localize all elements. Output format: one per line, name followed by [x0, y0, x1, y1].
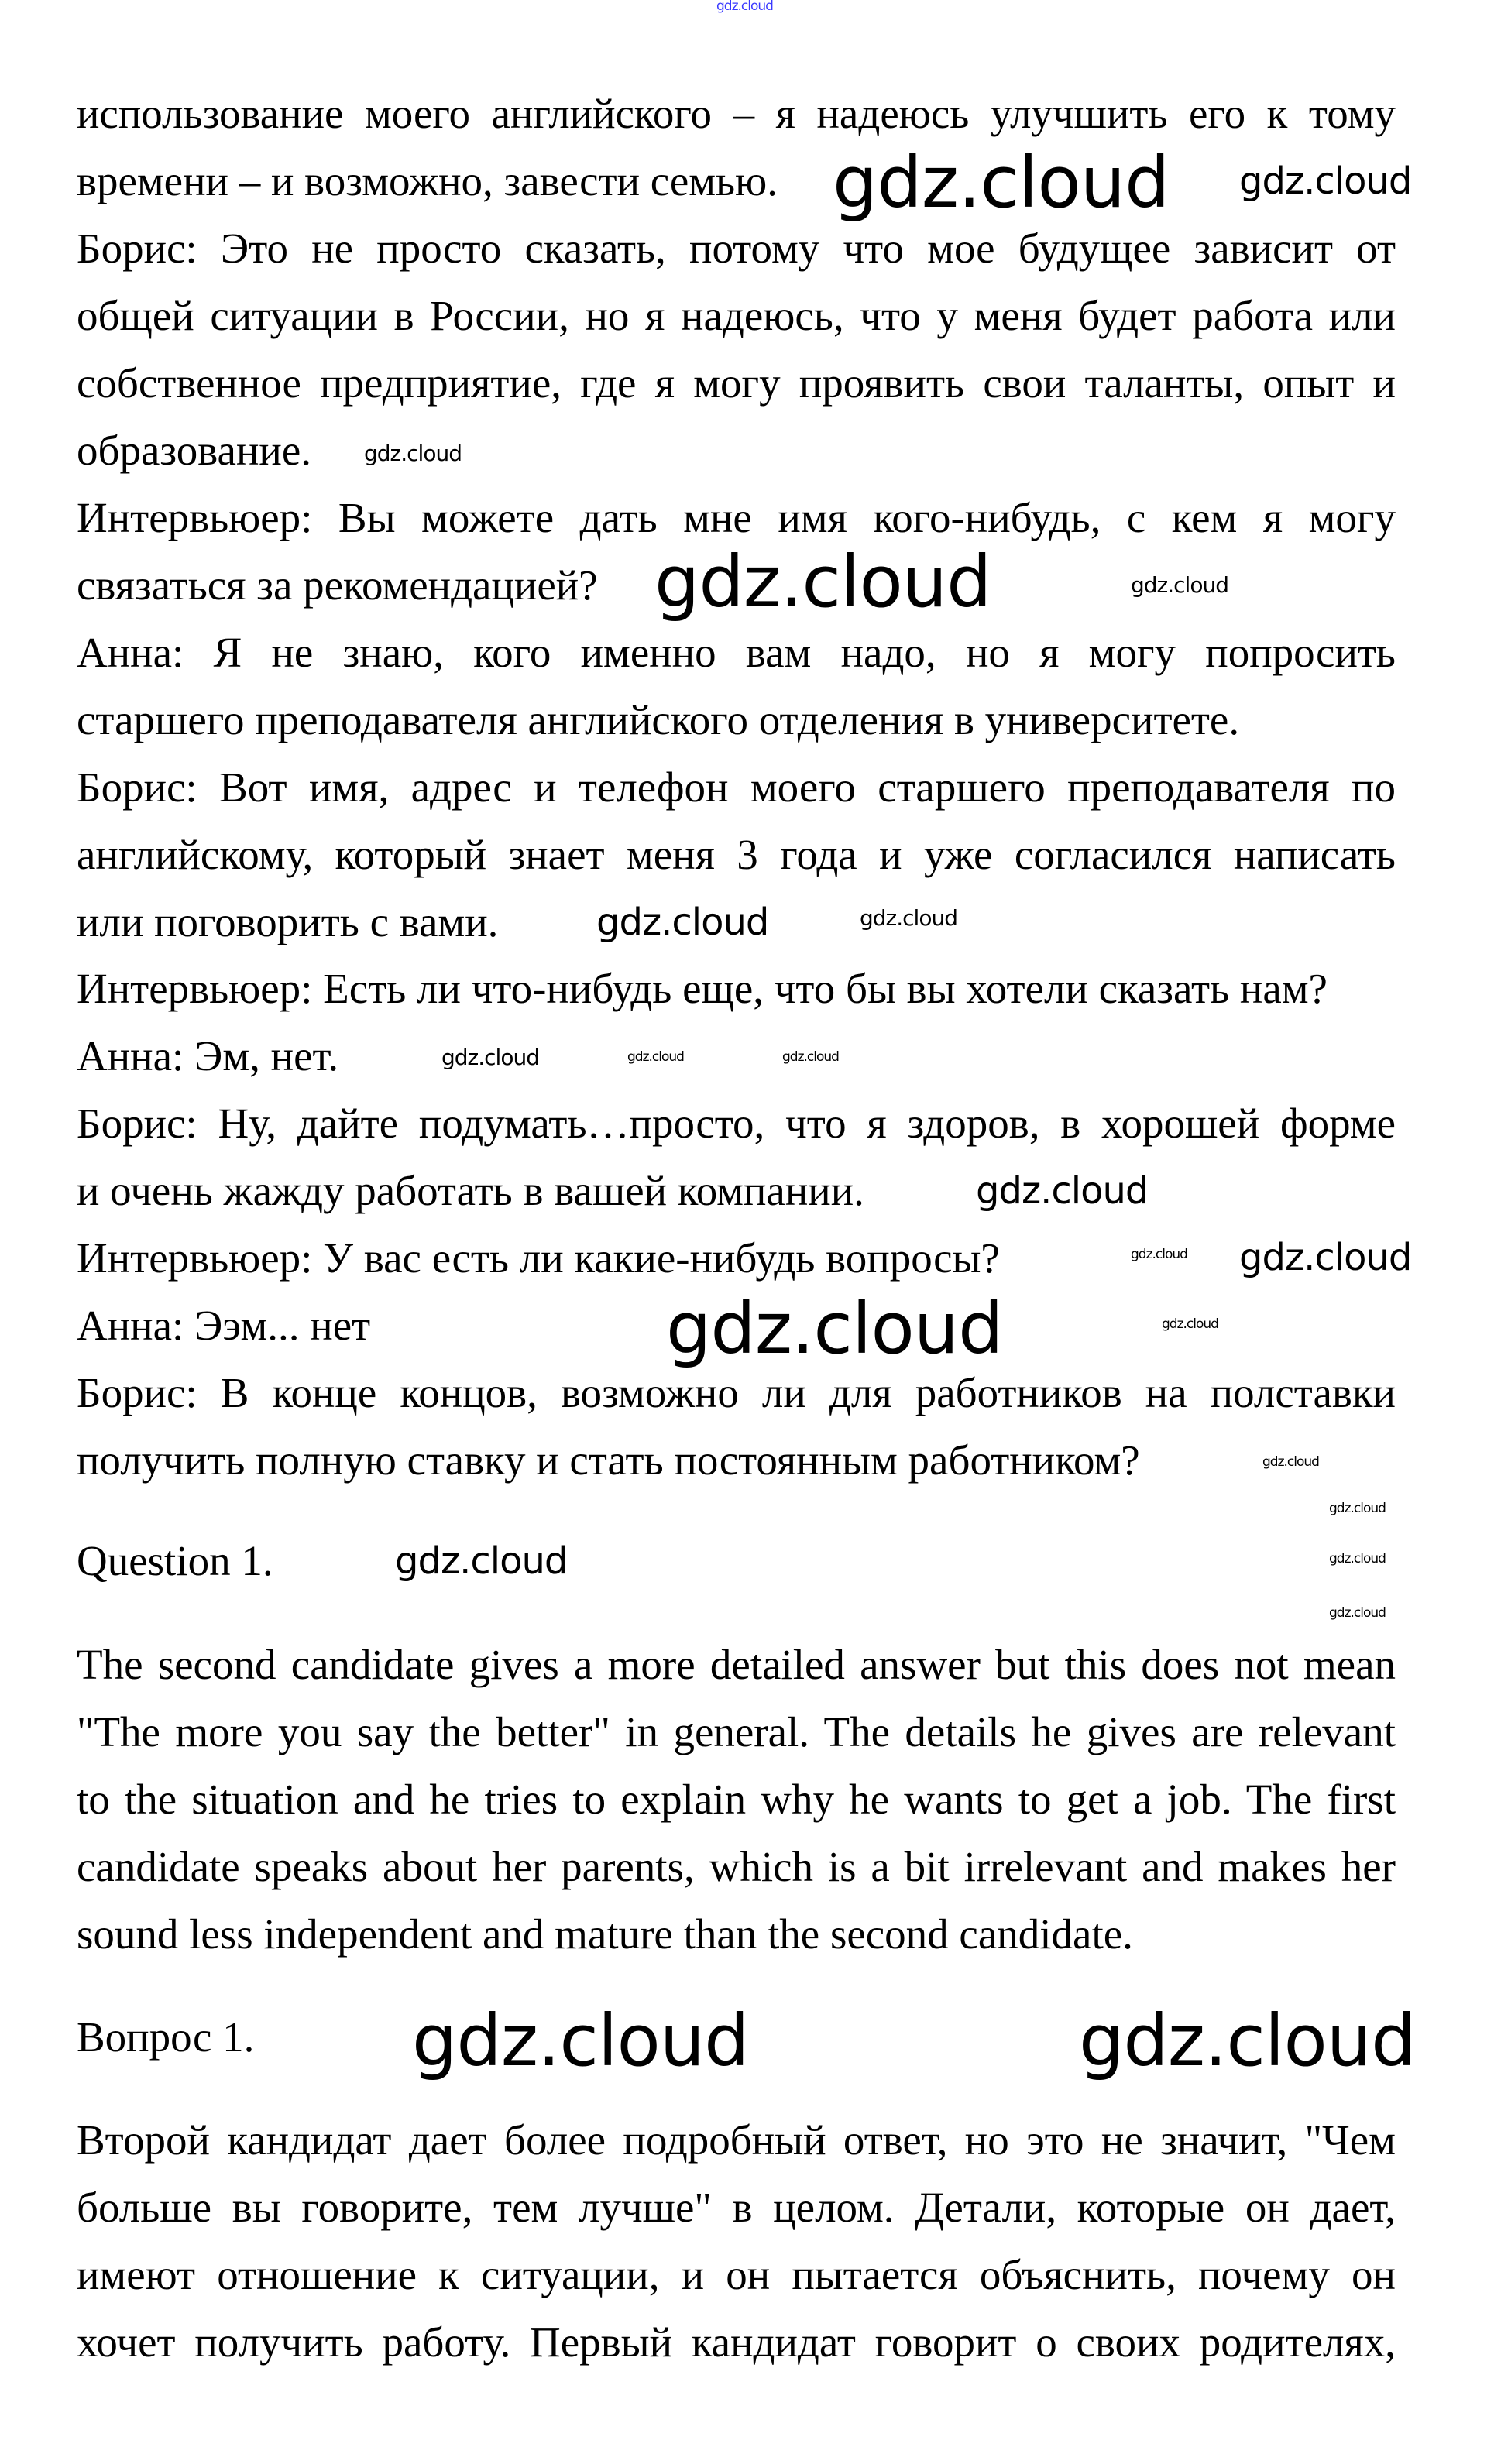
text-line: sound less independent and mature than the second candidate.	[77, 1910, 1133, 1958]
watermark: gdz.cloud	[1329, 1501, 1386, 1516]
question-heading-en: Question 1.	[77, 1537, 273, 1584]
watermark: gdz.cloud	[1329, 1605, 1386, 1621]
text-line: Интервьюер: Вы можете дать мне имя кого-нибудь, с кем я могу	[77, 494, 1396, 541]
text-line: или поговорить с вами.	[77, 898, 499, 945]
text-line: связаться за рекомендацией?	[77, 561, 598, 609]
text-line: Борис: В конце концов, возможно ли для работников на полставки	[77, 1369, 1396, 1416]
watermark: gdz.cloud	[1239, 1236, 1412, 1279]
text-line: Интервьюер: Есть ли что-нибудь еще, что бы вы хотели сказать нам?	[77, 965, 1328, 1012]
text-line: Интервьюер: У вас есть ли какие-нибудь вопросы?	[77, 1234, 1000, 1282]
text-line: больше вы говорите, тем лучше" в целом. Детали, которые он дает,	[77, 2184, 1396, 2231]
text-line: получить полную ставку и стать постоянным работником?	[77, 1436, 1140, 1484]
text-line: Анна: Ээм... нет	[77, 1302, 371, 1349]
text-line: to the situation and he tries to explain why he wants to get a job. The first	[77, 1776, 1396, 1823]
watermark: gdz.cloud	[1131, 1247, 1187, 1262]
watermark: gdz.cloud	[666, 1287, 1003, 1370]
question-heading-ru: Вопрос 1.	[77, 2013, 255, 2061]
text-line: Борис: Вот имя, адрес и телефон моего старшего преподавателя по	[77, 764, 1396, 811]
text-line: Второй кандидат дает более подробный ответ, но это не значит, "Чем	[77, 2116, 1396, 2164]
watermark: gdz.cloud	[782, 1049, 839, 1065]
watermark: gdz.cloud	[716, 0, 773, 14]
text-line: candidate speaks about her parents, which is a bit irrelevant and makes her	[77, 1843, 1396, 1890]
text-line: собственное предприятие, где я могу проявить свои таланты, опыт и	[77, 359, 1396, 407]
watermark: gdz.cloud	[364, 441, 462, 466]
text-line: английскому, который знает меня 3 года и уже согласился написать	[77, 831, 1396, 878]
text-line: времени – и возможно, завести семью.	[77, 157, 778, 204]
watermark: gdz.cloud	[395, 1539, 568, 1583]
text-line: Борис: Ну, дайте подумать…просто, что я здоров, в хорошей форме	[77, 1100, 1396, 1147]
text-line: имеют отношение к ситуации, и он пытается объяснить, почему он	[77, 2251, 1396, 2298]
text-line: и очень жажду работать в вашей компании.	[77, 1167, 864, 1214]
watermark: gdz.cloud	[1329, 1551, 1386, 1567]
watermark: gdz.cloud	[1262, 1454, 1319, 1470]
watermark: gdz.cloud	[654, 541, 991, 623]
watermark: gdz.cloud	[627, 1049, 684, 1065]
watermark: gdz.cloud	[441, 1045, 539, 1070]
text-line: Борис: Это не просто сказать, потому что мое будущее зависит от	[77, 225, 1396, 272]
watermark: gdz.cloud	[1131, 572, 1228, 598]
text-line: старшего преподавателя английского отделения в университете.	[77, 696, 1240, 743]
text-line: использование моего английского – я надеюсь улучшить его к тому	[77, 90, 1396, 137]
text-line: общей ситуации в России, но я надеюсь, что у меня будет работа или	[77, 292, 1396, 339]
watermark: gdz.cloud	[412, 1999, 749, 2082]
watermark: gdz.cloud	[1239, 160, 1412, 203]
watermark: gdz.cloud	[596, 901, 769, 944]
text-line: Анна: Эм, нет.	[77, 1032, 339, 1079]
text-line: хочет получить работу. Первый кандидат говорит о своих родителях,	[77, 2318, 1396, 2366]
text-line: The second candidate gives a more detailed answer but this does not mean	[77, 1641, 1396, 1688]
watermark: gdz.cloud	[1079, 1999, 1416, 2082]
watermark: gdz.cloud	[976, 1169, 1149, 1213]
text-line: образование.	[77, 427, 311, 474]
text-line: "The more you say the better" in general. The details he gives are relevant	[77, 1708, 1396, 1755]
watermark: gdz.cloud	[860, 905, 957, 931]
watermark: gdz.cloud	[833, 141, 1170, 224]
text-line: Анна: Я не знаю, кого именно вам надо, но я могу попросить	[77, 629, 1396, 676]
watermark: gdz.cloud	[1162, 1316, 1218, 1332]
